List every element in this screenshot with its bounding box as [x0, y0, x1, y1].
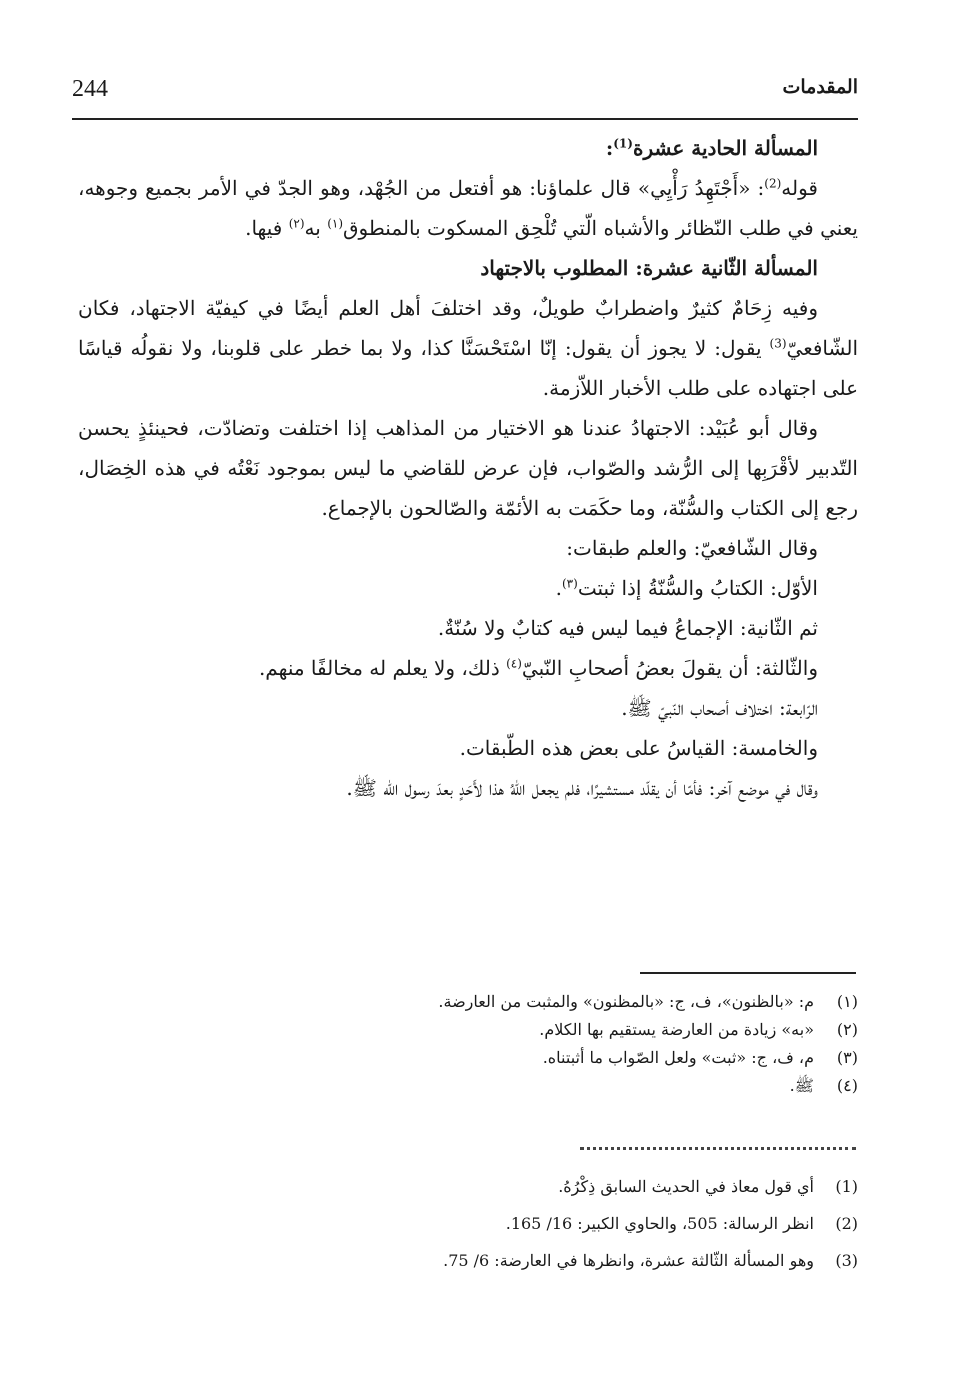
footnote-number: (2): [835, 1214, 858, 1233]
footnote-ref: (2): [764, 176, 782, 191]
paragraph: وقال الشّافعيّ: والعلم طبقات:: [566, 536, 818, 560]
main-text: [78, 128, 858, 808]
section-heading-11: المسألة الحادية عشرة$^{(1)}$:: [605, 136, 818, 160]
running-head: المقدمات: [782, 76, 858, 98]
section-heading-12: المسألة الثّانية عشرة: المطلوب بالاجتهاد: [480, 256, 818, 280]
footnote: [80, 1242, 858, 1279]
paragraph: قوله$^{(2)}$: «أَجْتَهِدُ رَأْيِي» قال علماؤنا: هو أفتعل من الجُهْد، وهو الجدّ في الأمر بجميع وجوهه، يعني في طلب النّظائر والأشباه الّتي تُلْحِق المسكوت بالمنطوق$^{(١)}$ به$^{(٢)}$ فيها.: [78, 176, 858, 240]
footnote-ref: (٤): [506, 656, 522, 671]
footnote-separator: [640, 972, 856, 974]
footnote-number: (٤): [836, 1076, 858, 1095]
footnote-text: «به» زيادة من العارضة يستقيم بها الكلام.: [539, 1020, 814, 1039]
footnote-ref: (٢): [288, 216, 305, 231]
footnote: [80, 1044, 858, 1072]
footnote-ref: (١): [327, 216, 344, 231]
paragraph: وفيه زِحَامٌ كثيرٌ واضطرابٌ طويلٌ، وقد اختلفَ أهل العلم أيضًا في كيفيّة الاجتهاد، فكان الشّافعيّ$^{(3)}$ يقول: لا يجوز أن يقول: إنّا اسْتَحْسَنَّا كذا، ولا بما خطر على قلوبنا، ولا نقولُه قياسًا على اجتهاده على طلب الأخبار اللاّزمة.: [78, 296, 858, 400]
footnote-number: (1): [835, 1177, 858, 1196]
list-item: والثّالثة: أن يقولَ بعضُ أصحابِ النّبيّ$^{(٤)}$ ذلك، ولا يعلم له مخالفًا منهم.: [258, 656, 818, 680]
paragraph: وقال في موضع آخر: فأمّا أن يقلّد مستشيرًا، فلم يجعل اللهُ هذا لأَحَدٍ بعدَ رسول الله ﷺ.: [346, 776, 818, 800]
footnote-ref: (3): [769, 336, 787, 351]
footnote-number: (٢): [836, 1020, 858, 1039]
page-header: [72, 68, 858, 108]
footnote-text: انظر الرسالة: 505، والحاوي الكبير: 16/ 165.: [505, 1214, 814, 1233]
footnote-number: (١): [836, 992, 858, 1011]
page-number: 244: [72, 76, 108, 102]
footnote: [80, 1168, 858, 1205]
footnote: [80, 1016, 858, 1044]
editor-footnotes: [80, 988, 858, 1100]
dotted-separator: [580, 1147, 856, 1150]
footnote: [80, 1072, 858, 1100]
footnote-ref: (1): [613, 136, 633, 151]
list-item: الرّابعة: اختلاف أصحاب النّبيّ ﷺ.: [621, 696, 818, 720]
paragraph: وقال أبو عُبَيْد: الاجتهادُ عندنا هو الاختيار من المذاهب إذا اختلفت وتضادّت، فحينئذٍ يحسن التّدبير لأقْرَبِها إلى الرُّشد والصّواب، فإن عرض للقاضي ما ليس بموجود نَعْتُه في هذه الخِصَال، رجع إلى الكتاب والسُّنّة، وما حكَمَت به الأئمّة والصّالحون بالإجماع.: [78, 416, 858, 520]
footnote-text: م، ف، ج: «ثبت» ولعل الصّواب ما أثبتناه.: [542, 1048, 814, 1067]
list-item: الأوّل: الكتابُ والسُّنّةُ إذا ثبتت$^{(٣)}$.: [555, 576, 818, 600]
footnote-number: (٣): [836, 1048, 858, 1067]
header-rule: [72, 118, 858, 120]
list-item: والخامسة: القياسُ على بعض هذه الطّبقات.: [459, 736, 818, 760]
footnote-text: ﷺ.: [789, 1076, 814, 1095]
footnote-text: وهو المسألة الثّالثة عشرة، وانظرها في العارضة: 6/ 75.: [443, 1251, 814, 1270]
footnote-text: م: «بالظنون»، ف، ج: «بالمظنون» والمثبت من العارضة.: [438, 992, 814, 1011]
list-item: ثم الثّانية: الإجماعُ فيما ليس فيه كتابٌ ولا سُنّةٌ.: [437, 616, 818, 640]
author-footnotes: [80, 1168, 858, 1279]
footnote-ref: (٣): [561, 576, 578, 591]
footnote-number: (3): [835, 1251, 858, 1270]
footnote: [80, 988, 858, 1016]
footnote: [80, 1205, 858, 1242]
footnote-text: أي قول معاذ في الحديث السابق ذِكْرُهُ.: [558, 1177, 814, 1196]
